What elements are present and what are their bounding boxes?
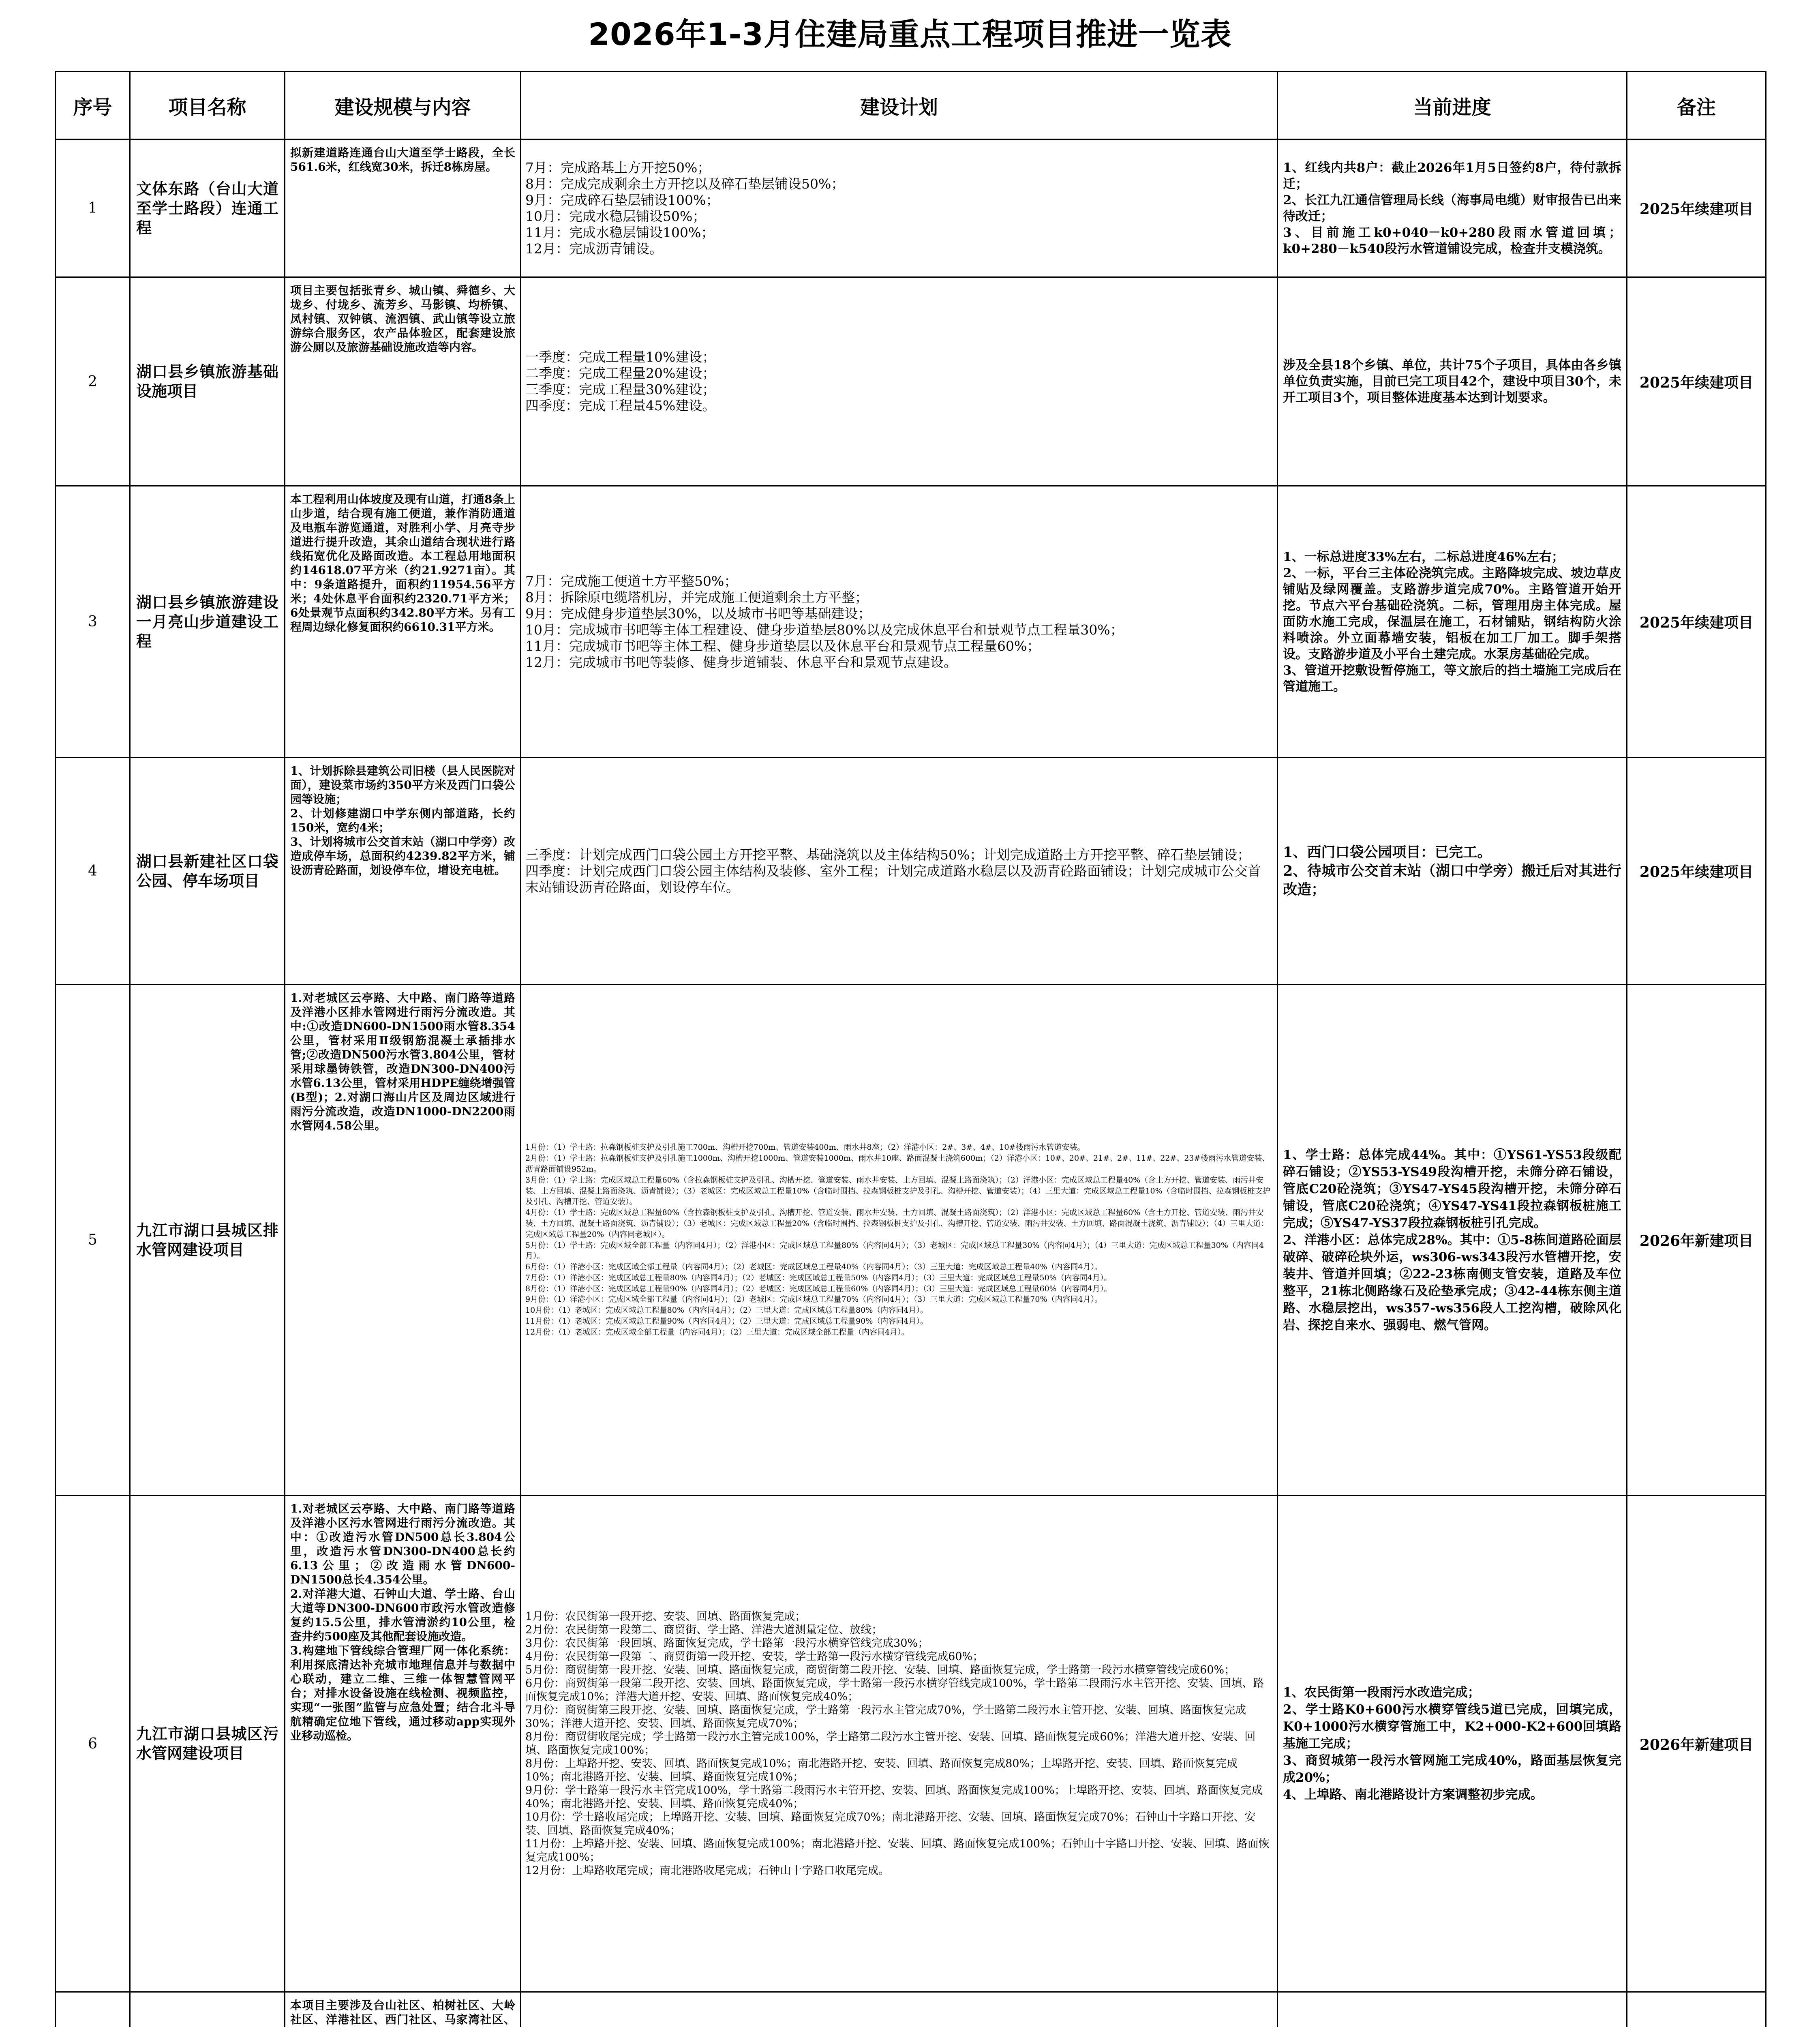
row-scope — [285, 1496, 521, 1992]
row-progress — [1278, 486, 1627, 758]
plan-line: 10月份：学士路收尾完成；上埠路开挖、安装、回填、路面恢复完成70%；南北港路开挖、安装、回填、路面恢复完成70%；石钟山十字路口开挖、安装、回填、路面恢复完成40%； — [525, 1811, 1256, 1837]
plan-line: 12月份：（1）老城区：完成区域全部工程量（内容同4月）；（2）三里大道：完成区域全部工程量（内容同4月）。 — [525, 1327, 909, 1337]
project-name-text: 九江市湖口县城区排水管网建设项目 — [136, 1221, 278, 1259]
plan-line: 8月份：上埠路开挖、安装、回填、路面恢复完成10%；南北港路开挖、安装、回填、路面恢复完成80%；上埠路开挖、安装、回填、路面恢复完成10%；南北港路开挖、安装、回填、路面恢复完成10%； — [525, 1757, 1238, 1783]
row-plan — [521, 985, 1278, 1496]
project-name-text: 文体东路（台山大道至学士路段）连通工程 — [136, 179, 278, 237]
row-project-name — [130, 1496, 285, 1992]
plan-line: 5月份：（1）学士路：完成区域全部工程量（内容同4月）；（2）洋港小区：完成区域总工程量80%（内容同4月）；（3）老城区：完成区域总工程量30%（内容同4月）；（4）三里大道：完成区域总工程量30%（内容同4月）。 — [525, 1241, 1264, 1261]
document-title: 2026年1-3月住建局重点工程项目推进一览表 — [588, 16, 1232, 52]
progress-text: 1、西门口袋公园项目：已完工。 2、待城市公交首末站（湖口中学旁）搬迁后对其进行改造； — [1283, 844, 1621, 898]
row-scope — [285, 277, 521, 486]
row-plan — [521, 1496, 1278, 1992]
plan-line: 9月：完成碎石垫层铺设100%； — [525, 192, 719, 208]
row-project-name — [130, 1992, 285, 2027]
row-note: 2025年续建项目 — [1627, 277, 1766, 486]
plan-line: 2月份：农民街第一段第二、商贸街、学士路、洋港大道测量定位、放线； — [525, 1624, 883, 1636]
plan-text — [521, 1142, 1277, 1337]
plan-line: 2月份：（1）学士路：拉森钢板桩支护及引孔施工1000m、沟槽开挖1000m、管道安装1000m、雨水井10座、路面混凝土浇筑600m；（2）洋港小区：10#、20#、21#、2#、11#、22#、23#楼雨污水管道安装、沥青路面铺设952m。 — [525, 1154, 1270, 1174]
plan-line: 12月：完成沥青铺设。 — [525, 240, 663, 257]
project-name-text: 湖口县乡镇旅游建设一月亮山步道建设工程 — [136, 593, 278, 650]
row-scope — [285, 139, 521, 277]
project-table — [55, 71, 1766, 2027]
plan-line: 10月：完成水稳层铺设50%； — [525, 208, 706, 224]
scope-text: 本工程利用山体坡度及现有山道，打通8条上山步道，结合现有施工便道，兼作消防通道及电瓶车游览通道，对胜利小学、月亮寺步道进行提升改造，其余山道结合现状进行路线拓宽优化及路面改造。本工程总用地面积约14618.07平方米（约21.9271亩）。其中：9条道路提升，面积约11954.56平方米；4处休息平台面积约2320.71平方米；6处景观节点面积约342.80平方米。另有工程周边绿化修复面积约6610.31平方米。 — [290, 493, 515, 634]
plan-line: 7月：完成施工便道土方平整50%； — [525, 573, 738, 589]
row-seq: 4 — [56, 758, 130, 985]
progress-text: 涉及全县18个乡镇、单位，共计75个子项目，具体由各乡镇单位负责实施，目前已完工项目42个，建设中项目30个，未开工项目3个，项目整体进度基本达到计划要求。 — [1283, 358, 1621, 405]
plan-line: 6月份：（1）洋港小区：完成区域全部工程量（内容同4月）；（2）老城区：完成区域总工程量40%（内容同4月）；（3）三里大道：完成区域总工程量40%（内容同4月）。 — [525, 1262, 1103, 1272]
row-progress — [1278, 1992, 1627, 2027]
plan-line: 三季度：计划完成西门口袋公园土方开挖平整、基础浇筑以及主体结构50%；计划完成道路土方开挖平整、碎石垫层铺设； — [525, 846, 1251, 863]
row-note: 2026年新建项目 — [1627, 985, 1766, 1496]
row-plan — [521, 486, 1278, 758]
plan-line: 3月份：农民街第一段回填、路面恢复完成，学士路第一段污水横穿管线完成30%； — [525, 1637, 929, 1650]
row-seq: 3 — [56, 486, 130, 758]
plan-line: 1月份：农民街第一段开挖、安装、回填、路面恢复完成； — [525, 1610, 806, 1623]
row-progress — [1278, 277, 1627, 486]
row-note: 2026年新建项目 — [1627, 1496, 1766, 1992]
plan-line: 11月份：上埠路开挖、安装、回填、路面恢复完成100%；南北港路开挖、安装、回填、路面恢复完成100%；石钟山十字路口开挖、安装、回填、路面恢复完成100%； — [525, 1838, 1270, 1864]
row-plan — [521, 139, 1278, 277]
plan-text — [521, 1610, 1277, 1877]
plan-line: 11月份：（1）老城区：完成区域总工程量90%（内容同4月）；（2）三里大道：完成区域总工程量90%（内容同4月）。 — [525, 1317, 928, 1326]
row-project-name — [130, 758, 285, 985]
scope-text: 1.对老城区云亭路、大中路、南门路等道路及洋港小区污水管网进行雨污分流改造。其中：①改造污水管DN500总长3.804公里，改造污水管DN300-DN400总长约6.13公里；②改造雨水管DN600-DN1500总长4.354公里。 2.对洋港大道、石钟山大道、学士路、台山大道等DN300-DN600市政污水管改造修复约15.5公里，排水管清淤约10公里，检查井约500座及其他配套设施改造。 3.构建地下管线综合管理厂网一体化系统：利用探底清达补充城市地理信息并与数据中心联动，建立二维、三维一体智慧管网平台；对排水设备设施在线检测、视频监控，实现“一张图”监管与应急处置；结合北斗导航精确定位地下管线，通过移动app实现外业移动巡检。 — [290, 1502, 515, 1742]
table-row — [56, 1992, 1766, 2027]
row-note — [1627, 1992, 1766, 2027]
table-row — [56, 486, 1766, 758]
header-plan: 建设计划 — [521, 72, 1278, 139]
row-progress — [1278, 139, 1627, 277]
row-progress — [1278, 1496, 1627, 1992]
table-row — [56, 139, 1766, 277]
progress-text: 1、红线内共8户：截止2026年1月5日签约8户，待付款拆迁； 2、长江九江通信管理局长线（海事局电缆）财审报告已出来待改迁； 3、目前施工k0+040－k0+280段雨水管道回填；k0+280－k540段污水管道铺设完成，检查井支模浇筑。 — [1283, 160, 1621, 256]
scope-text: 本项目主要涉及台山社区、柏树社区、大岭社区、洋港社区、西门社区、马家湾社区、 — [290, 1999, 515, 2026]
plan-text — [521, 349, 1277, 414]
plan-line: 8月份：（1）洋港小区：完成区域总工程量90%（内容同4月）；（2）老城区：完成区域总工程量60%（内容同4月）；（3）三里大道：完成区域总工程量60%（内容同4月）。 — [525, 1284, 1112, 1293]
scope-text: 拟新建道路连通台山大道至学士路段，全长561.6米，红线宽30米，拆迁8栋房屋。 — [290, 146, 515, 174]
progress-text: 1、农民街第一段雨污水改造完成； 2、学士路K0+600污水横穿管线5道已完成，回填完成，K0+1000污水横穿管施工中，K2+000-K2+600回填路基施工完成； 3、商贸城第一段污水管网施工完成40%，路面基层恢复完成20%； 4、上埠路、南北港路设计方案调整初步完成。 — [1283, 1685, 1621, 1802]
row-plan — [521, 758, 1278, 985]
header-row — [56, 72, 1766, 139]
row-progress — [1278, 758, 1627, 985]
row-plan — [521, 1992, 1278, 2027]
header-note: 备注 — [1627, 72, 1766, 139]
row-note: 2025年续建项目 — [1627, 758, 1766, 985]
row-plan — [521, 277, 1278, 486]
plan-line: 7月：完成路基土方开挖50%； — [525, 159, 711, 176]
plan-line: 9月：完成健身步道垫层30%，以及城市书吧等基础建设； — [525, 605, 871, 621]
plan-line: 一季度：完成工程量10%建设； — [525, 349, 716, 365]
plan-line: 11月：完成城市书吧等主体工程、健身步道垫层以及休息平台和景观节点工程量60%； — [525, 638, 1041, 654]
plan-line: 7月份：（1）洋港小区：完成区域总工程量80%（内容同4月）；（2）老城区：完成区域总工程量50%（内容同4月）；（3）三里大道：完成区域总工程量50%（内容同4月）。 — [525, 1273, 1112, 1282]
row-note: 2025年续建项目 — [1627, 139, 1766, 277]
table-row — [56, 758, 1766, 985]
plan-line: 6月份：商贸街第一段第二段开挖、安装、回填、路面恢复完成，学士路第一段污水横穿管线完成100%，学士路第二段雨污水主管开挖、安装、回填、路面恢复完成10%；洋港大道开挖、安装、回填、路面恢复完成40%； — [525, 1677, 1264, 1703]
plan-line: 12月份：上埠路收尾完成；南北港路收尾完成；石钟山十字路口收尾完成。 — [525, 1864, 890, 1877]
plan-line: 5月份：商贸街第一段开挖、安装、回填、路面恢复完成，商贸街第二段开挖、安装、回填、路面恢复完成，学士路第一段污水横穿管线完成60%； — [525, 1664, 1235, 1676]
plan-text — [521, 160, 1277, 257]
plan-line: 3月份：（1）学士路：完成区域总工程量60%（含拉森钢板桩支护及引孔、沟槽开挖、管道安装、雨水井安装、土方回填、混凝土路面浇筑）；（2）洋港小区：完成区域总工程量40%（含土方开挖、管道安装、雨污井安装、土方回填、混凝土路面浇筑、沥青铺设）；（3）老城区：完成区域总工程量10%（含临时围挡、拉森钢板桩支护及引孔、沟槽开挖、管道安装）；（4）三里大道：完成区域总工程量10%（含临时围挡、拉森钢板桩支护及引孔、沟槽开挖、管道安装）。 — [525, 1175, 1270, 1206]
row-scope — [285, 758, 521, 985]
plan-line: 10月：完成城市书吧等主体工程建设、健身步道垫层80%以及完成休息平台和景观节点工程量30%； — [525, 621, 1124, 638]
row-note: 2025年续建项目 — [1627, 486, 1766, 758]
plan-line: 二季度：完成工程量20%建设； — [525, 365, 716, 381]
scope-text: 项目主要包括张青乡、城山镇、舜德乡、大垅乡、付垅乡、流芳乡、马影镇、均桥镇、凤村镇、双钟镇、流泗镇、武山镇等设立旅游综合服务区，农产品体验区，配套建设旅游公厕以及旅游基础设施改造等内容。 — [290, 284, 515, 354]
row-scope — [285, 985, 521, 1496]
plan-line: 4月份：农民街第一段第二、商贸街第一段开挖、安装，学士路第一段污水横穿管线完成60%； — [525, 1650, 984, 1663]
row-scope — [285, 486, 521, 758]
row-progress — [1278, 985, 1627, 1496]
table-row — [56, 985, 1766, 1496]
project-name-text: 九江市湖口县城区污水管网建设项目 — [136, 1725, 278, 1762]
plan-line: 四季度：计划完成西门口袋公园主体结构及装修、室外工程；计划完成道路水稳层以及沥青砼路面铺设；计划完成城市公交首末站铺设沥青砼路面，划设停车位。 — [525, 863, 1261, 895]
row-project-name — [130, 139, 285, 277]
plan-line: 7月份：商贸街第三段开挖、安装、回填、路面恢复完成，学士路第一段污水主管完成70%，学士路第二段污水主管开挖、安装、回填、路面恢复完成30%；洋港大道开挖、安装、回填、路面恢复完成70%； — [525, 1704, 1246, 1730]
plan-line: 9月份：学士路第一段污水主管完成100%，学士路第二段雨污水主管开挖、安装、回填、路面恢复完成100%；上埠路开挖、安装、回填、路面恢复完成40%；南北港路开挖、安装、回填、路面恢复完成40%； — [525, 1784, 1263, 1810]
plan-line: 9月份：（1）洋港小区：完成区域全部工程量（内容同4月）；（2）老城区：完成区域总工程量70%（内容同4月）；（3）三里大道：完成区域总工程量70%（内容同4月）。 — [525, 1295, 1103, 1304]
plan-line: 4月份：（1）学士路：完成区域总工程量80%（含拉森钢板桩支护及引孔、沟槽开挖、管道安装、雨水井安装、土方回填、混凝土路面浇筑）；（2）洋港小区：完成区域总工程量60%（含土方开挖、管道安装、雨污井安装、土方回填、混凝土路面浇筑、沥青铺设）；（3）老城区：完成区域总工程量20%（含临时围挡、拉森钢板桩支护及引孔、沟槽开挖、管道安装、雨污井安装、土方回填、路面混凝土浇筑、沥青铺设）；（4）三里大道：完成区域总工程量20%（内容同老城区）。 — [525, 1208, 1269, 1239]
header-seq: 序号 — [56, 72, 130, 139]
row-project-name — [130, 985, 285, 1496]
plan-line: 三季度：完成工程量30%建设； — [525, 381, 716, 397]
plan-line: 11月：完成水稳层铺设100%； — [525, 224, 715, 240]
plan-line: 四季度：完成工程量45%建设。 — [525, 398, 716, 414]
header-scope: 建设规模与内容 — [285, 72, 521, 139]
header-progress: 当前进度 — [1278, 72, 1627, 139]
row-scope — [285, 1992, 521, 2027]
plan-line: 8月：完成完成剩余土方开挖以及碎石垫层铺设50%； — [525, 176, 845, 192]
plan-line: 8月份：商贸街收尾完成；学士路第一段污水主管完成100%，学士路第二段污水主管开挖、安装、回填、路面恢复完成60%；洋港大道开挖、安装、回填、路面恢复完成100%； — [525, 1731, 1256, 1757]
project-name-text: 湖口县新建社区口袋公园、停车场项目 — [136, 852, 278, 890]
project-name-text: 湖口县乡镇旅游基础设施项目 — [136, 362, 278, 400]
plan-line: 1月份：（1）学士路：拉森钢板桩支护及引孔施工700m、沟槽开挖700m、管道安装400m、雨水井8座；（2）洋港小区：2#、3#、4#、10#楼雨污水管道安装。 — [525, 1143, 1085, 1152]
row-project-name — [130, 277, 285, 486]
scope-text: 1.对老城区云亭路、大中路、南门路等道路及洋港小区排水管网进行雨污分流改造。其中:①改造DN600-DN1500雨水管8.354公里，管材采用Ⅱ级钢筋混凝土承插排水管;②改造DN500污水管3.804公里，管材采用球墨铸铁管，改造DN300-DN400污水管6.13公里，管材采用HDPE缠绕增强管(B型)；2.对湖口海山片区及周边区域进行雨污分流改造，改造DN1000-DN2200雨水管网4.58公里。 — [290, 991, 515, 1132]
row-project-name — [130, 486, 285, 758]
table-row — [56, 277, 1766, 486]
row-seq — [56, 1992, 130, 2027]
header-name: 项目名称 — [130, 72, 285, 139]
plan-text — [521, 573, 1277, 671]
row-seq: 6 — [56, 1496, 130, 1992]
table-row — [56, 1496, 1766, 1992]
scope-text: 1、计划拆除县建筑公司旧楼（县人民医院对面），建设菜市场约350平方米及西门口袋公园等设施； 2、计划修建湖口中学东侧内部道路，长约150米，宽约4米； 3、计划将城市公交首末站（湖口中学旁）改造成停车场，总面积约4239.82平方米，铺设沥青砼路面，划设停车位，增设充电桩。 — [290, 764, 515, 877]
plan-text — [521, 847, 1277, 896]
row-seq: 1 — [56, 139, 130, 277]
plan-line: 8月：拆除原电缆塔机房，并完成施工便道剩余土方平整； — [525, 589, 868, 605]
progress-text: 1、学士路：总体完成44%。其中：①YS61-YS53段级配碎石铺设；②YS53-YS49段沟槽开挖，未筛分碎石铺设，管底C20砼浇筑；③YS47-YS45段沟槽开挖，未筛分碎石铺设，管底C20砼浇筑；④YS47-YS41段拉森钢板桩施工完成；⑤YS47-YS37段拉森钢板桩引孔完成。 2、洋港小区：总体完成28%。其中：①5-8栋间道路砼面层破碎、破碎砼块外运，ws306-ws343段污水管槽开挖，安装井、管道并回填；②22-23栋南侧支管安装，道路及车位整平，21栋北侧路缘石及砼垫承完成；③42-44栋东侧主道路、水稳层挖出，ws357-ws356段人工挖沟槽，破除风化岩、探挖自来水、强弱电、燃气管网。 — [1283, 1147, 1621, 1333]
plan-line: 12月：完成城市书吧等装修、健身步道铺装、休息平台和景观节点建设。 — [525, 654, 957, 670]
row-seq: 5 — [56, 985, 130, 1496]
plan-line: 10月份：（1）老城区：完成区域总工程量80%（内容同4月）；（2）三里大道：完成区域总工程量80%（内容同4月）。 — [525, 1306, 928, 1315]
row-seq: 2 — [56, 277, 130, 486]
progress-text: 1、一标总进度33%左右，二标总进度46%左右； 2、一标，平台三主体砼浇筑完成。主路降坡完成、坡边草皮铺贴及绿网覆盖。支路游步道完成70%。主路管道开始开挖。节点六平台基础砼浇筑。二标，管理用房主体完成。屋面防水施工完成，保温层在施工，石材铺贴，钢结构防火涂料喷涂。外立面幕墙安装，铝板在加工厂加工。脚手架搭设。支路游步道及小平台土建完成。水泵房基础砼完成。 3、管道开挖敷设暂停施工，等文旅后的挡土墙施工完成后在管道施工。 — [1283, 549, 1621, 694]
